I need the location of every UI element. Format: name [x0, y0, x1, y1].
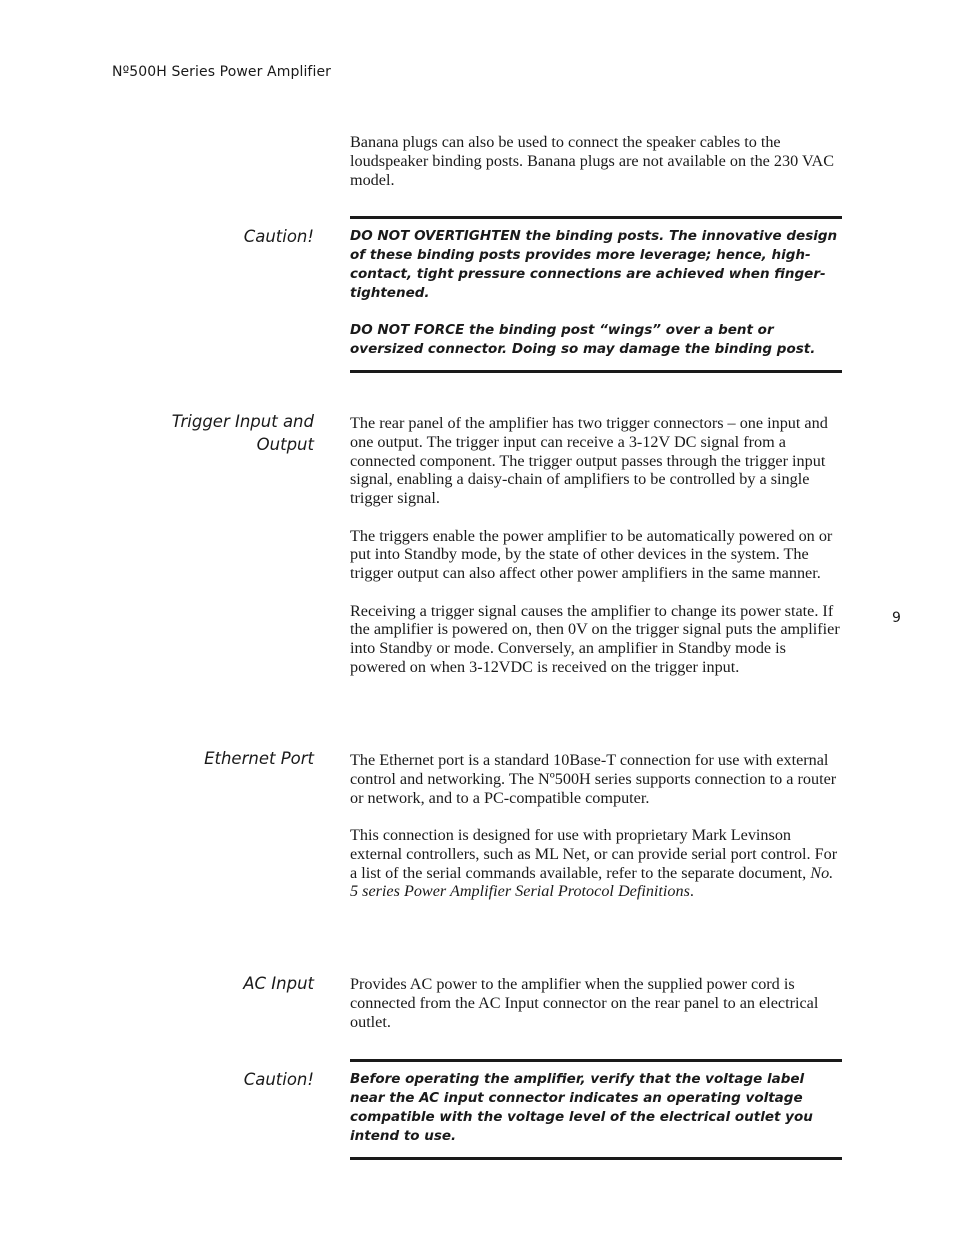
paragraph: The Ethernet port is a standard 10Base-T connection for use with external control and networking. The Nº500H series supports connection to a router or network, and to a PC-compatible computer. — [350, 751, 837, 807]
paragraph: Banana plugs can also be used to connect the speaker cables to the loudspeaker binding posts. Banana plugs are not available on the 230 VAC model. — [350, 133, 835, 189]
section-heading-ac-input: AC Input — [243, 974, 314, 993]
ethernet-section-body — [350, 751, 845, 901]
paragraph: The rear panel of the amplifier has two trigger connectors – one input and one output. The trigger input can receive a 3-12V DC signal from a connected component. The trigger output passes through the trigger input signal, enabling a daisy-chain of amplifiers to be controlled by a single trigger signal. — [350, 414, 828, 508]
section-heading-trigger — [114, 410, 314, 456]
paragraph-end: . — [689, 882, 694, 901]
caution-paragraph: DO NOT OVERTIGHTEN the binding posts. The innovative design of these binding posts provides more leverage; hence, high-contact, tight pressure connections are achieved when finger-tightened. — [350, 228, 838, 301]
heading-line: Trigger Input and — [171, 412, 314, 431]
banana-plugs-section — [350, 133, 845, 189]
caution-label: Caution! — [243, 227, 314, 246]
running-header: Nº500H Series Power Amplifier — [112, 64, 332, 80]
caution-box-binding-posts — [350, 216, 842, 373]
paragraph-text: This connection is designed for use with proprietary Mark Levinson external controllers, such as ML Net, or can provide serial port control. For a list of the serial commands available, refer to the separate document, — [350, 825, 838, 882]
caution-paragraph: DO NOT FORCE the binding post “wings” over a bent or oversized connector. Doing so may damage the binding post. — [350, 322, 816, 357]
trigger-section-body — [350, 414, 845, 677]
caution-label: Caution! — [243, 1070, 314, 1089]
heading-line: Output — [256, 435, 314, 454]
paragraph — [350, 826, 845, 901]
caution-paragraph: Before operating the amplifier, verify that the voltage label near the AC input connector indicates an operating voltage compatible with the voltage level of the electrical outlet you intend to use. — [350, 1071, 813, 1144]
page-number: 9 — [892, 610, 901, 626]
document-title: No. 5 series Power Amplifier Serial Protocol Definitions — [350, 863, 834, 901]
paragraph: Receiving a trigger signal causes the amplifier to change its power state. If the amplifier is powered on, then 0V on the trigger signal puts the amplifier into Standby or mode. Conversely, an amplifier in Standby mode is powered on when 3-12VDC is received on the trigger input. — [350, 601, 840, 676]
section-heading-ethernet: Ethernet Port — [204, 749, 314, 768]
paragraph: Provides AC power to the amplifier when the supplied power cord is connected from the AC Input connector on the rear panel to an electrical outlet. — [350, 975, 819, 1031]
caution-box-voltage — [350, 1059, 842, 1160]
ac-input-section-body — [350, 975, 845, 1031]
paragraph: The triggers enable the power amplifier to be automatically powered on or put into Standby mode, by the state of other devices in the system. The trigger output can also affect other power amplifiers in the same manner. — [350, 526, 833, 583]
